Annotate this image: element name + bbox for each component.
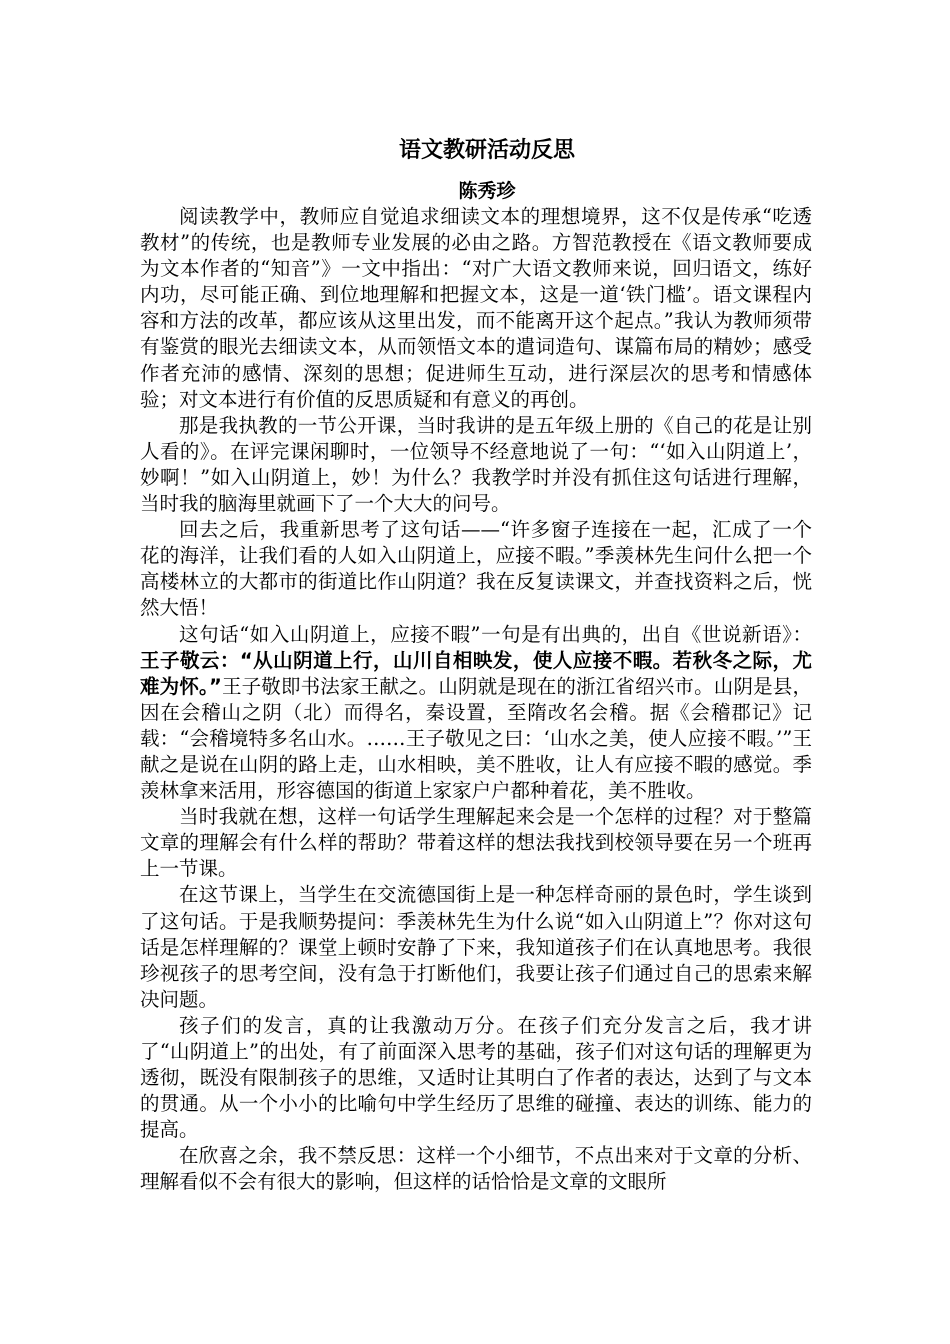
paragraph-4-rest: 王子敬即书法家王献之。山阴就是现在的浙江省绍兴市。山阴是县，因在会稽山之阴（北）而得名，秦设置，至隋改名会稽。据《会稽郡记》记载：“会稽境特多名山水。……王子敬见之曰：‘山水之美，使人应接不暇。’”王献之是说在山阴的路上走，山水相映，美不胜收，让人有应接不暇的感觉。季羡林拿来活用，形容德国的街道上家家户户都种着花，美不胜收。 [140, 674, 812, 803]
paragraph-4 [140, 622, 812, 805]
document-page [140, 136, 812, 1196]
paragraph-5: 当时我就在想，这样一句话学生理解起来会是一个怎样的过程？对于整篇文章的理解会有什么样的帮助？带着这样的想法我找到校领导要在另一个班再上一节课。 [140, 805, 812, 881]
paragraph-7: 孩子们的发言，真的让我激动万分。在孩子们充分发言之后，我才讲了“山阴道上”的出处，有了前面深入思考的基础，孩子们对这句话的理解更为透彻，既没有限制孩子的思维，又适时让其明白了作者的表达，达到了与文本的贯通。从一个小小的比喻句中学生经历了思维的碰撞、表达的训练、能力的提高。 [140, 1013, 812, 1142]
document-author: 陈秀珍 [458, 180, 516, 202]
paragraph-1: 阅读教学中，教师应自觉追求细读文本的理想境界，这不仅是传承“吃透教材”的传统，也是教师专业发展的必由之路。方智范教授在《语文教师要成为文本作者的“知音”》一文中指出：“对广大语文教师来说，回归语文，练好内功，尽可能正确、到位地理解和把握文本，这是一道‘铁门槛’。语文课程内容和方法的改革，都应该从这里出发，而不能离开这个起点。”我认为教师须带有鉴赏的眼光去细读文本，从而领悟文本的遣词造句、谋篇布局的精妙；感受作者充沛的感情、深刻的思想；促进师生互动，进行深层次的思考和情感体验；对文本进行有价值的反思质疑和有意义的再创。 [140, 205, 812, 411]
document-title: 语文教研活动反思 [398, 138, 575, 163]
paragraph-2: 那是我执教的一节公开课，当时我讲的是五年级上册的《自己的花是让别人看的》。在评完课闲聊时，一位领导不经意地说了一句：“‘如入山阴道上’，妙啊！”如入山阴道上，妙！为什么？我教学时并没有抓住这句话进行理解，当时我的脑海里就画下了一个大大的问号。 [140, 413, 812, 516]
paragraph-6: 在这节课上，当学生在交流德国街上是一种怎样奇丽的景色时，学生谈到了这句话。于是我顺势提问：季羡林先生为什么说“如入山阴道上”？你对这句话是怎样理解的？课堂上顿时安静了下来，我知道孩子们在认真地思考。我很珍视孩子的思考空间，没有急于打断他们，我要让孩子们通过自己的思索来解决问题。 [140, 883, 812, 1011]
paragraph-4-quote: 王子敬云：“从山阴道上行，山川自相映发，使人应接不暇。若秋冬之际，尤难为怀。” [140, 648, 812, 698]
paragraph-3: 回去之后，我重新思考了这句话——“许多窗子连接在一起，汇成了一个花的海洋，让我们看的人如入山阴道上，应接不暇。”季羡林先生问什么把一个高楼林立的大都市的街道比作山阴道？我在反复读课文，并查找资料之后，恍然大悟！ [140, 518, 812, 620]
paragraph-8: 在欣喜之余，我不禁反思：这样一个小细节，不点出来对于文章的分析、理解看似不会有很大的影响，但这样的话恰恰是文章的文眼所 [140, 1144, 812, 1194]
paragraph-4-intro: 这句话“如入山阴道上，应接不暇”一句是有出典的，出自《世说新语》： [179, 622, 812, 646]
